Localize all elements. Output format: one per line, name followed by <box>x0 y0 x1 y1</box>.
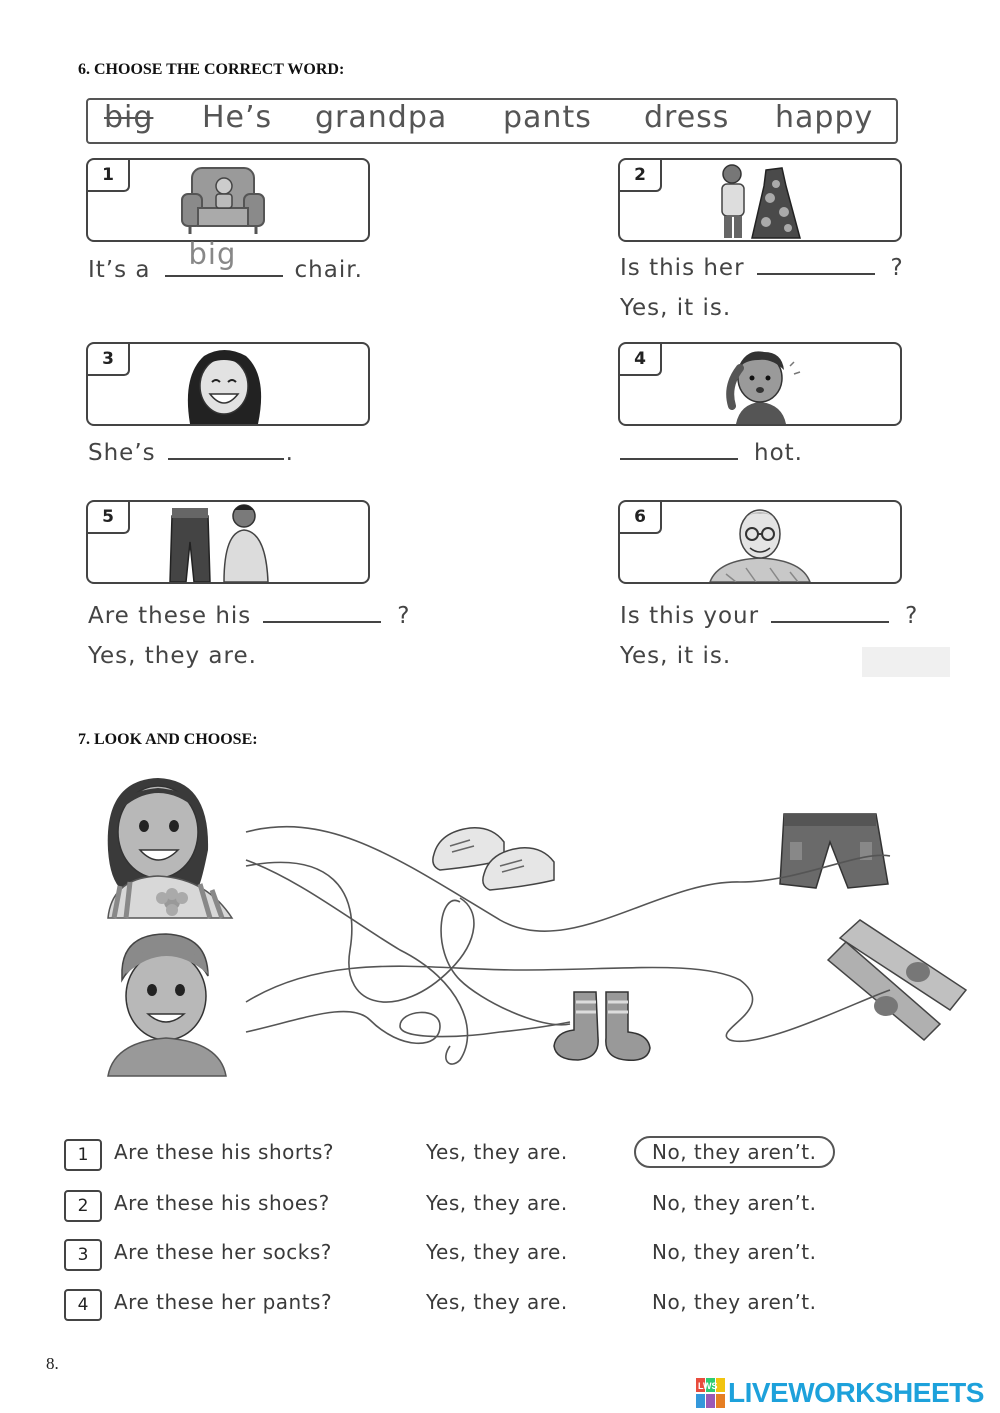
sentence-2 <box>620 253 904 281</box>
input-box[interactable] <box>862 647 950 677</box>
liveworksheets-logo <box>696 1377 984 1409</box>
answer-yes-option[interactable]: Yes, they are. <box>426 1240 568 1264</box>
sentence-5-end: ? <box>397 603 411 629</box>
sentence-3-end: . <box>285 440 294 466</box>
word-bank-item: big <box>104 100 154 135</box>
picture-card-3 <box>86 342 370 426</box>
item-number: 5 <box>88 502 130 534</box>
question-number: 1 <box>64 1139 102 1171</box>
answer-blank[interactable] <box>771 601 889 623</box>
question-number: 4 <box>64 1289 102 1321</box>
shorts-picture <box>780 814 888 888</box>
sentence-1-start: It’s a <box>88 257 151 283</box>
girl-picture <box>108 778 232 918</box>
picture-card-2 <box>618 158 902 242</box>
sentence-2-start: Is this her <box>620 255 745 281</box>
sentence-4 <box>620 438 803 466</box>
item-number: 4 <box>620 344 662 376</box>
item-number: 6 <box>620 502 662 534</box>
matching-illustration <box>100 770 980 1090</box>
question-text: Are these his shoes? <box>114 1191 330 1215</box>
liveworksheets-logo-icon <box>696 1378 726 1408</box>
logo-letter: LWS <box>698 1381 718 1391</box>
sentence-3-start: She’s <box>88 440 156 466</box>
answer-yes-option[interactable]: Yes, they are. <box>426 1290 568 1314</box>
pants-picture <box>828 920 966 1040</box>
question-number: 2 <box>64 1190 102 1222</box>
word-bank-item: pants <box>503 100 592 135</box>
section-6-heading: 6. CHOOSE THE CORRECT WORD: <box>78 61 345 78</box>
question-text: Are these his shorts? <box>114 1140 334 1164</box>
answer-no-option[interactable]: No, they aren’t. <box>652 1240 817 1264</box>
sentence-1-end: chair. <box>294 257 363 283</box>
sentence-1 <box>88 237 363 283</box>
answer-yes-option[interactable]: Yes, they are. <box>426 1140 568 1164</box>
answer-no-option[interactable]: No, they aren’t. <box>652 1290 817 1314</box>
sentence-6-start: Is this your <box>620 603 760 629</box>
socks-picture <box>554 992 650 1060</box>
sentence-6-reply: Yes, it is. <box>620 643 732 669</box>
question-text: Are these her socks? <box>114 1240 332 1264</box>
hot-boy-picture <box>706 346 816 424</box>
word-bank-item: dress <box>644 100 730 135</box>
boy-picture <box>108 934 226 1076</box>
item-number: 2 <box>620 160 662 192</box>
answer-1: big <box>188 237 237 271</box>
section-8-heading: 8. <box>46 1354 59 1373</box>
answer-no-option-circled[interactable]: No, they aren’t. <box>634 1136 835 1168</box>
answer-blank[interactable] <box>620 438 738 460</box>
woman-with-dress-picture <box>714 162 824 240</box>
sentence-3 <box>88 438 294 466</box>
item-number: 1 <box>88 160 130 192</box>
answer-blank[interactable] <box>168 438 284 460</box>
question-text: Are these her pants? <box>114 1290 333 1314</box>
item-number: 3 <box>88 344 130 376</box>
picture-card-5 <box>86 500 370 584</box>
armchair-picture <box>178 164 278 236</box>
shoes-picture <box>433 828 554 890</box>
sentence-6 <box>620 601 918 629</box>
liveworksheets-brand: LIVEWORKSHEETS <box>728 1377 984 1408</box>
question-number: 3 <box>64 1239 102 1271</box>
picture-card-1 <box>86 158 370 242</box>
word-bank-item: happy <box>775 100 874 135</box>
answer-no-option[interactable]: No, they aren’t. <box>652 1191 817 1215</box>
sentence-5-reply: Yes, they are. <box>88 643 257 669</box>
word-bank-item: grandpa <box>315 100 448 135</box>
sentence-4-end: hot. <box>754 440 803 466</box>
picture-card-6 <box>618 500 902 584</box>
grandpa-picture <box>706 502 816 582</box>
answer-blank[interactable] <box>263 601 381 623</box>
sentence-5 <box>88 601 411 629</box>
word-bank-item: He’s <box>202 100 273 135</box>
picture-card-4 <box>618 342 902 426</box>
sentence-5-start: Are these his <box>88 603 252 629</box>
sentence-6-end: ? <box>905 603 919 629</box>
answer-yes-option[interactable]: Yes, they are. <box>426 1191 568 1215</box>
section-7-heading: 7. LOOK AND CHOOSE: <box>78 731 258 748</box>
answer-blank[interactable] <box>757 253 875 275</box>
man-with-pants-picture <box>168 502 278 582</box>
happy-girl-picture <box>174 346 274 424</box>
sentence-2-end: ? <box>890 255 904 281</box>
sentence-2-reply: Yes, it is. <box>620 295 732 321</box>
